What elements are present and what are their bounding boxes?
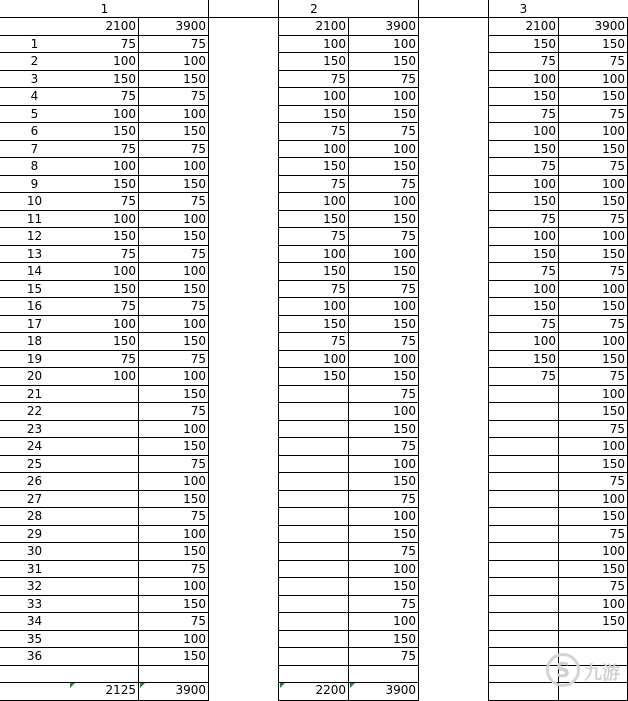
table-cell[interactable]: 75 [489, 316, 559, 334]
row-number: 18 [0, 333, 69, 351]
table-cell[interactable] [69, 403, 139, 421]
row-number: 17 [0, 316, 69, 334]
total-cell[interactable]: 3900 [349, 682, 419, 701]
table-cell[interactable]: 150 [139, 543, 209, 561]
table-cell[interactable]: 100 [69, 106, 139, 124]
table-cell[interactable]: 100 [349, 561, 419, 579]
table-cell[interactable] [349, 666, 419, 684]
table-cell[interactable]: 100 [139, 263, 209, 281]
table-cell[interactable]: 150 [349, 631, 419, 649]
table-cell[interactable]: 150 [139, 71, 209, 89]
table-cell[interactable] [69, 386, 139, 404]
table-cell[interactable]: 75 [559, 578, 628, 596]
row-number: 27 [0, 491, 69, 509]
table-cell[interactable]: 100 [139, 316, 209, 334]
table-cell[interactable] [489, 526, 559, 544]
table-cell[interactable]: 75 [139, 141, 209, 159]
row-number: 20 [0, 368, 69, 386]
row-number: 14 [0, 263, 69, 281]
table-cell[interactable]: 100 [69, 158, 139, 176]
table-cell[interactable]: 100 [489, 176, 559, 194]
table-cell[interactable]: 75 [559, 263, 628, 281]
table-cell[interactable]: 75 [489, 53, 559, 71]
table-cell[interactable]: 75 [279, 333, 349, 351]
table-cell[interactable]: 75 [139, 456, 209, 474]
table-cell[interactable]: 100 [559, 123, 628, 141]
table-cell[interactable]: 100 [139, 473, 209, 491]
table-cell[interactable]: 100 [279, 88, 349, 106]
table-cell[interactable]: 100 [489, 281, 559, 299]
row-number: 7 [0, 141, 69, 159]
table-cell[interactable]: 75 [559, 316, 628, 334]
table-cell[interactable]: 150 [349, 53, 419, 71]
total-cell[interactable]: 2200 [279, 682, 349, 701]
table-cell[interactable]: 75 [279, 228, 349, 246]
table-cell[interactable]: 150 [139, 333, 209, 351]
table-cell[interactable] [69, 438, 139, 456]
table-cell[interactable]: 100 [349, 508, 419, 526]
table-cell[interactable]: 100 [559, 176, 628, 194]
table-cell[interactable]: 75 [69, 298, 139, 316]
row-number: 29 [0, 526, 69, 544]
table-cell[interactable]: 150 [139, 281, 209, 299]
table-cell[interactable]: 75 [69, 36, 139, 54]
table-cell[interactable]: 100 [139, 368, 209, 386]
table-cell[interactable]: 100 [139, 578, 209, 596]
row-number: 4 [0, 88, 69, 106]
table-cell[interactable]: 150 [139, 123, 209, 141]
formula-marker-icon [280, 683, 285, 688]
table-cell[interactable]: 150 [349, 106, 419, 124]
table-cell[interactable]: 75 [279, 176, 349, 194]
row-number: 12 [0, 228, 69, 246]
table-cell[interactable]: 75 [139, 403, 209, 421]
table-cell[interactable] [279, 491, 349, 509]
table-cell[interactable]: 100 [559, 71, 628, 89]
table-cell[interactable]: 100 [279, 351, 349, 369]
table-cell[interactable]: 150 [489, 36, 559, 54]
table-cell[interactable]: 150 [69, 71, 139, 89]
table-cell[interactable]: 100 [279, 141, 349, 159]
table-cell[interactable]: 75 [139, 246, 209, 264]
table-cell[interactable] [279, 578, 349, 596]
gridline [208, 0, 209, 701]
table-cell[interactable]: 75 [69, 193, 139, 211]
table-cell[interactable]: 100 [139, 421, 209, 439]
row-number: 8 [0, 158, 69, 176]
table-cell[interactable]: 100 [349, 246, 419, 264]
row-number: 1 [0, 36, 69, 54]
table-cell[interactable]: 100 [279, 193, 349, 211]
table-cell[interactable]: 75 [139, 88, 209, 106]
table-cell[interactable]: 150 [139, 228, 209, 246]
row-number: 31 [0, 561, 69, 579]
row-number: 36 [0, 648, 69, 666]
column-header-cell[interactable]: 3900 [349, 18, 419, 36]
table-cell[interactable] [489, 491, 559, 509]
table-cell[interactable] [489, 631, 559, 649]
table-cell[interactable]: 100 [559, 596, 628, 614]
table-cell[interactable]: 75 [489, 158, 559, 176]
table-cell[interactable]: 100 [139, 526, 209, 544]
formula-marker-icon [140, 683, 145, 688]
group-header-2: 2 [209, 0, 419, 18]
table-cell[interactable]: 150 [489, 298, 559, 316]
table-cell[interactable]: 75 [349, 491, 419, 509]
table-cell[interactable]: 75 [349, 281, 419, 299]
table-cell[interactable] [279, 631, 349, 649]
table-cell[interactable] [279, 473, 349, 491]
table-cell[interactable]: 75 [559, 368, 628, 386]
table-cell[interactable]: 150 [349, 158, 419, 176]
table-cell[interactable]: 150 [139, 438, 209, 456]
table-cell[interactable]: 100 [139, 211, 209, 229]
table-cell[interactable]: 150 [559, 298, 628, 316]
table-cell[interactable]: 100 [69, 368, 139, 386]
watermark-text: 九游 [584, 663, 620, 684]
table-cell[interactable]: 100 [69, 316, 139, 334]
group-header-1: 1 [0, 0, 209, 18]
row-number: 28 [0, 508, 69, 526]
row-number: 9 [0, 176, 69, 194]
table-cell[interactable]: 150 [349, 421, 419, 439]
table-cell[interactable]: 75 [489, 368, 559, 386]
row-number: 30 [0, 543, 69, 561]
table-cell[interactable]: 75 [559, 106, 628, 124]
table-cell[interactable]: 75 [349, 543, 419, 561]
table-cell[interactable] [139, 666, 209, 684]
table-cell[interactable]: 150 [489, 88, 559, 106]
table-cell[interactable]: 75 [489, 106, 559, 124]
table-cell[interactable] [279, 596, 349, 614]
table-cell[interactable] [279, 386, 349, 404]
table-cell[interactable]: 75 [559, 526, 628, 544]
table-cell[interactable] [69, 561, 139, 579]
table-cell[interactable]: 100 [139, 158, 209, 176]
table-cell[interactable] [69, 648, 139, 666]
row-number: 5 [0, 106, 69, 124]
column-header-cell[interactable]: 3900 [139, 18, 209, 36]
table-cell[interactable]: 150 [559, 456, 628, 474]
table-cell[interactable] [489, 473, 559, 491]
gridline [278, 0, 279, 701]
table-cell[interactable] [69, 421, 139, 439]
table-cell[interactable]: 75 [559, 421, 628, 439]
table-cell[interactable]: 75 [69, 88, 139, 106]
table-cell[interactable]: 75 [139, 351, 209, 369]
table-cell[interactable]: 100 [559, 491, 628, 509]
table-cell[interactable]: 150 [279, 316, 349, 334]
table-cell[interactable] [69, 613, 139, 631]
table-cell[interactable] [69, 526, 139, 544]
table-cell[interactable]: 150 [489, 351, 559, 369]
table-cell[interactable]: 75 [69, 141, 139, 159]
table-cell[interactable]: 150 [559, 403, 628, 421]
table-cell[interactable]: 150 [349, 368, 419, 386]
table-cell[interactable]: 75 [489, 263, 559, 281]
table-cell[interactable] [559, 631, 628, 649]
formula-marker-icon [70, 683, 75, 688]
table-cell[interactable]: 100 [69, 211, 139, 229]
table-cell[interactable]: 100 [279, 36, 349, 54]
table-cell[interactable]: 75 [69, 246, 139, 264]
row-header-blank [0, 18, 69, 36]
table-cell[interactable] [279, 508, 349, 526]
table-cell[interactable] [279, 613, 349, 631]
row-number: 2 [0, 53, 69, 71]
table-cell[interactable]: 75 [349, 71, 419, 89]
table-cell[interactable] [69, 456, 139, 474]
table-cell[interactable]: 150 [489, 141, 559, 159]
table-cell[interactable] [489, 421, 559, 439]
row-number-total-blank [0, 682, 69, 701]
table-cell[interactable] [69, 473, 139, 491]
table-cell[interactable]: 150 [489, 193, 559, 211]
table-cell[interactable]: 150 [279, 53, 349, 71]
table-cell[interactable]: 150 [69, 176, 139, 194]
table-cell[interactable]: 150 [69, 123, 139, 141]
table-cell[interactable] [489, 578, 559, 596]
table-cell[interactable]: 150 [349, 526, 419, 544]
table-cell[interactable]: 75 [559, 473, 628, 491]
table-cell[interactable]: 150 [69, 281, 139, 299]
group-header-3: 3 [419, 0, 628, 18]
table-cell[interactable]: 100 [349, 298, 419, 316]
table-cell[interactable]: 100 [349, 456, 419, 474]
table-cell[interactable]: 150 [139, 386, 209, 404]
table-cell[interactable]: 150 [279, 263, 349, 281]
table-cell[interactable]: 75 [279, 281, 349, 299]
table-cell[interactable]: 150 [279, 211, 349, 229]
column-header-cell[interactable]: 2100 [279, 18, 349, 36]
row-number: 24 [0, 438, 69, 456]
table-cell[interactable]: 75 [349, 176, 419, 194]
row-number: 3 [0, 71, 69, 89]
table-cell[interactable] [489, 438, 559, 456]
row-number: 19 [0, 351, 69, 369]
table-cell[interactable]: 150 [559, 351, 628, 369]
column-header-cell[interactable]: 3900 [559, 18, 628, 36]
table-cell[interactable]: 75 [139, 298, 209, 316]
table-cell[interactable]: 150 [349, 473, 419, 491]
table-cell[interactable]: 150 [559, 88, 628, 106]
table-cell[interactable] [489, 386, 559, 404]
table-cell[interactable] [279, 561, 349, 579]
table-cell[interactable]: 100 [349, 403, 419, 421]
row-number: 13 [0, 246, 69, 264]
table-cell[interactable]: 100 [559, 333, 628, 351]
table-cell[interactable]: 150 [69, 333, 139, 351]
table-cell[interactable]: 150 [559, 561, 628, 579]
table-cell[interactable]: 100 [489, 228, 559, 246]
table-cell[interactable] [279, 666, 349, 684]
table-cell[interactable]: 100 [559, 543, 628, 561]
table-cell[interactable]: 150 [559, 193, 628, 211]
table-cell[interactable] [69, 578, 139, 596]
table-cell[interactable]: 100 [349, 351, 419, 369]
watermark-logo-icon: S [546, 653, 580, 687]
table-cell[interactable]: 150 [559, 508, 628, 526]
table-cell[interactable] [69, 666, 139, 684]
table-cell[interactable] [489, 456, 559, 474]
gridline [418, 0, 419, 701]
table-cell[interactable]: 75 [349, 386, 419, 404]
table-cell[interactable]: 100 [279, 298, 349, 316]
table-cell[interactable] [69, 631, 139, 649]
table-cell[interactable]: 75 [349, 228, 419, 246]
table-cell[interactable] [69, 491, 139, 509]
table-cell[interactable] [489, 543, 559, 561]
row-number: 15 [0, 281, 69, 299]
table-cell[interactable]: 150 [559, 36, 628, 54]
table-cell[interactable]: 150 [559, 246, 628, 264]
table-cell[interactable]: 100 [489, 71, 559, 89]
table-cell[interactable]: 100 [349, 88, 419, 106]
table-cell[interactable]: 100 [279, 246, 349, 264]
table-cell[interactable]: 150 [559, 613, 628, 631]
table-cell[interactable] [489, 403, 559, 421]
table-cell[interactable] [489, 613, 559, 631]
table-cell[interactable]: 150 [279, 106, 349, 124]
table-cell[interactable] [279, 648, 349, 666]
table-cell[interactable]: 100 [349, 613, 419, 631]
row-number: 10 [0, 193, 69, 211]
table-cell[interactable]: 100 [489, 333, 559, 351]
table-cell[interactable] [489, 508, 559, 526]
table-cell[interactable]: 75 [279, 71, 349, 89]
table-cell[interactable]: 150 [69, 228, 139, 246]
total-cell[interactable]: 2125 [69, 682, 139, 701]
table-cell[interactable]: 150 [139, 648, 209, 666]
table-cell[interactable]: 100 [139, 106, 209, 124]
table-cell[interactable]: 100 [349, 193, 419, 211]
table-cell[interactable]: 75 [349, 596, 419, 614]
table-cell[interactable] [279, 543, 349, 561]
table-cell[interactable] [279, 526, 349, 544]
total-cell[interactable]: 3900 [139, 682, 209, 701]
table-cell[interactable] [69, 596, 139, 614]
table-cell[interactable]: 150 [489, 246, 559, 264]
table-cell[interactable] [279, 403, 349, 421]
table-cell[interactable]: 75 [559, 211, 628, 229]
table-cell[interactable]: 75 [489, 211, 559, 229]
gridline [488, 0, 489, 701]
table-cell[interactable]: 100 [559, 281, 628, 299]
row-number-blank [0, 666, 69, 684]
table-cell[interactable]: 100 [489, 123, 559, 141]
table-cell[interactable]: 100 [559, 228, 628, 246]
table-cell[interactable] [279, 456, 349, 474]
table-cell[interactable]: 150 [349, 263, 419, 281]
table-cell[interactable]: 150 [139, 596, 209, 614]
table-cell[interactable]: 150 [139, 491, 209, 509]
row-number: 22 [0, 403, 69, 421]
row-number: 6 [0, 123, 69, 141]
table-cell[interactable]: 150 [559, 141, 628, 159]
table-cell[interactable]: 150 [139, 176, 209, 194]
row-number: 26 [0, 473, 69, 491]
table-cell[interactable]: 75 [139, 193, 209, 211]
table-cell[interactable]: 75 [349, 333, 419, 351]
table-cell[interactable]: 100 [349, 36, 419, 54]
table-cell[interactable]: 75 [559, 53, 628, 71]
table-cell[interactable] [489, 561, 559, 579]
row-number: 32 [0, 578, 69, 596]
row-number: 33 [0, 596, 69, 614]
table-cell[interactable]: 100 [69, 53, 139, 71]
formula-marker-icon [350, 683, 355, 688]
column-header-cell[interactable]: 2100 [69, 18, 139, 36]
row-number: 25 [0, 456, 69, 474]
column-header-cell[interactable]: 2100 [489, 18, 559, 36]
table-cell[interactable]: 75 [349, 648, 419, 666]
row-number: 34 [0, 613, 69, 631]
table-cell[interactable] [69, 543, 139, 561]
table-cell[interactable]: 75 [279, 123, 349, 141]
table-cell[interactable]: 100 [139, 631, 209, 649]
row-number: 16 [0, 298, 69, 316]
row-number: 35 [0, 631, 69, 649]
table-cell[interactable]: 75 [559, 158, 628, 176]
table-cell[interactable]: 100 [69, 263, 139, 281]
table-cell[interactable]: 150 [279, 368, 349, 386]
row-number: 11 [0, 211, 69, 229]
table-cell[interactable]: 150 [279, 158, 349, 176]
table-cell[interactable]: 75 [69, 351, 139, 369]
table-cell[interactable]: 75 [139, 613, 209, 631]
table-cell[interactable] [279, 421, 349, 439]
table-cell[interactable]: 75 [139, 36, 209, 54]
table-cell[interactable] [279, 438, 349, 456]
table-cell[interactable]: 150 [349, 211, 419, 229]
table-cell[interactable]: 75 [349, 438, 419, 456]
table-cell[interactable] [489, 596, 559, 614]
table-cell[interactable]: 100 [559, 438, 628, 456]
table-cell[interactable]: 75 [349, 123, 419, 141]
table-cell[interactable]: 100 [559, 386, 628, 404]
table-cell[interactable]: 100 [139, 53, 209, 71]
table-cell[interactable]: 150 [349, 578, 419, 596]
table-cell[interactable]: 75 [139, 508, 209, 526]
row-number: 21 [0, 386, 69, 404]
watermark [546, 651, 622, 691]
table-cell[interactable]: 100 [349, 141, 419, 159]
table-cell[interactable]: 75 [139, 561, 209, 579]
row-number: 23 [0, 421, 69, 439]
table-cell[interactable]: 150 [349, 316, 419, 334]
table-cell[interactable] [69, 508, 139, 526]
